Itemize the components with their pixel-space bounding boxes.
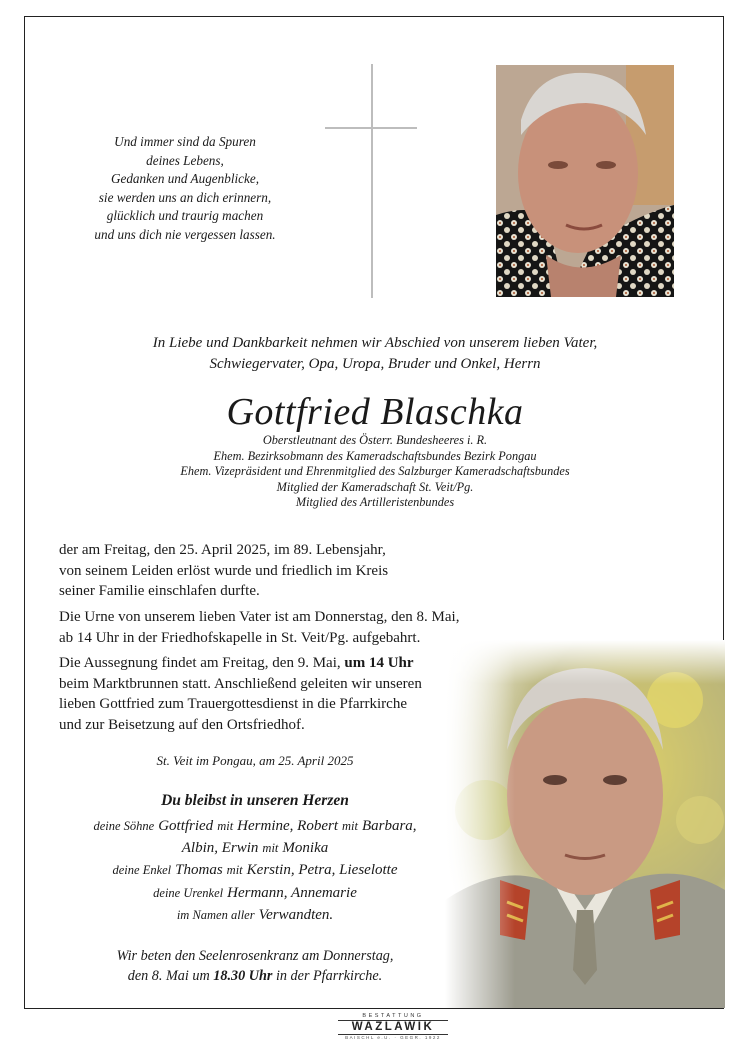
mourners-line-relatives: im Namen aller Verwandten. bbox=[176, 906, 334, 923]
portrait-photo-elderly bbox=[496, 65, 674, 297]
poem-line: Gedanken und Augenblicke, bbox=[110, 171, 260, 186]
blessing-date: Die Aussegnung findet am Freitag, den 9. Mai, bbox=[59, 655, 341, 671]
paragraph-line bbox=[59, 653, 479, 674]
intro-line: Schwiegervater, Opa, Uropa, Bruder und Onkel, Herrn bbox=[209, 356, 541, 372]
poem-line: deines Lebens, bbox=[146, 152, 224, 168]
cross-icon bbox=[371, 64, 373, 298]
paragraph-line: seiner Familie einschlafen durfte. bbox=[59, 583, 260, 599]
blessing-paragraph bbox=[59, 653, 479, 735]
mourners-line-grandchildren: deine Enkel Thomas mit Kerstin, Petra, Lieselotte bbox=[112, 862, 398, 879]
farewell-intro bbox=[60, 333, 690, 375]
title-line: Ehem. Bezirksobmann des Kameradschaftsbundes Bezirk Pongau bbox=[213, 448, 537, 463]
death-notice-paragraph bbox=[59, 540, 479, 602]
mourners-line-great-grandchildren: deine Urenkel Hermann, Annemarie bbox=[153, 884, 357, 901]
logo-top-text: BESTATTUNG bbox=[362, 1013, 424, 1019]
paragraph-line: ab 14 Uhr in der Friedhofskapelle in St. Veit/Pg. aufgebahrt. bbox=[59, 629, 421, 646]
deceased-name: Gottfried Blaschka bbox=[226, 391, 524, 433]
poem bbox=[60, 133, 310, 244]
place-date: St. Veit im Pongau, am 25. April 2025 bbox=[156, 753, 354, 768]
rosary-notice bbox=[60, 946, 450, 986]
logo-main-text: WAZLAWIK bbox=[338, 1020, 448, 1035]
poem-line: glücklich und traurig machen bbox=[106, 208, 264, 223]
mourners-heading: Du bleibst in unseren Herzen bbox=[161, 792, 349, 809]
title-line: Mitglied der Kameradschaft St. Veit/Pg. bbox=[276, 479, 474, 494]
blessing-time: um 14 Uhr bbox=[344, 655, 414, 671]
mourners-line-sons-2: Albin, Erwin mit Monika bbox=[181, 840, 329, 857]
urn-viewing-paragraph bbox=[59, 607, 479, 648]
paragraph-line: beim Marktbrunnen statt. Anschließend geleiten wir unseren bbox=[59, 675, 422, 692]
paragraph-line: Die Urne von unserem lieben Vater ist am Donnerstag, den 8. Mai, bbox=[59, 609, 460, 625]
mourners-list bbox=[60, 815, 450, 926]
paragraph-line: lieben Gottfried zum Trauergottesdienst in die Pfarrkirche bbox=[59, 696, 407, 712]
funeral-home-logo bbox=[338, 1013, 448, 1041]
mourners-line-sons: deine Söhne Gottfried mit Hermine, Robert mit Barbara, bbox=[93, 818, 417, 834]
titles-list bbox=[100, 433, 650, 511]
title-line: Mitglied des Artilleristenbundes bbox=[295, 495, 455, 510]
rosary-line: den 8. Mai um 18.30 Uhr in der Pfarrkirche. bbox=[127, 968, 383, 984]
title-line: Oberstleutnant des Österr. Bundesheeres i. R. bbox=[262, 433, 488, 447]
paragraph-line: und zur Beisetzung auf den Ortsfriedhof. bbox=[59, 716, 305, 733]
portrait-photo-uniform bbox=[445, 640, 725, 1008]
paragraph-line: von seinem Leiden erlöst wurde und friedlich im Kreis bbox=[59, 562, 389, 579]
poem-line: und uns dich nie vergessen lassen. bbox=[94, 226, 276, 242]
poem-line: Und immer sind da Spuren bbox=[114, 134, 256, 149]
title-line: Ehem. Vizepräsident und Ehrenmitglied des Salzburger Kameradschaftsbundes bbox=[180, 464, 570, 479]
poem-line: sie werden uns an dich erinnern, bbox=[98, 189, 272, 205]
paragraph-line: der am Freitag, den 25. April 2025, im 89. Lebensjahr, bbox=[59, 542, 386, 558]
rosary-line: Wir beten den Seelenrosenkranz am Donnerstag, bbox=[116, 948, 394, 964]
rosary-time: 18.30 Uhr bbox=[213, 968, 273, 984]
intro-line: In Liebe und Dankbarkeit nehmen wir Abschied von unserem lieben Vater, bbox=[152, 335, 598, 351]
logo-sub-text: BAISCHL e.U. · GEGR. 1922 bbox=[345, 1035, 441, 1040]
cross-bar bbox=[325, 127, 417, 129]
